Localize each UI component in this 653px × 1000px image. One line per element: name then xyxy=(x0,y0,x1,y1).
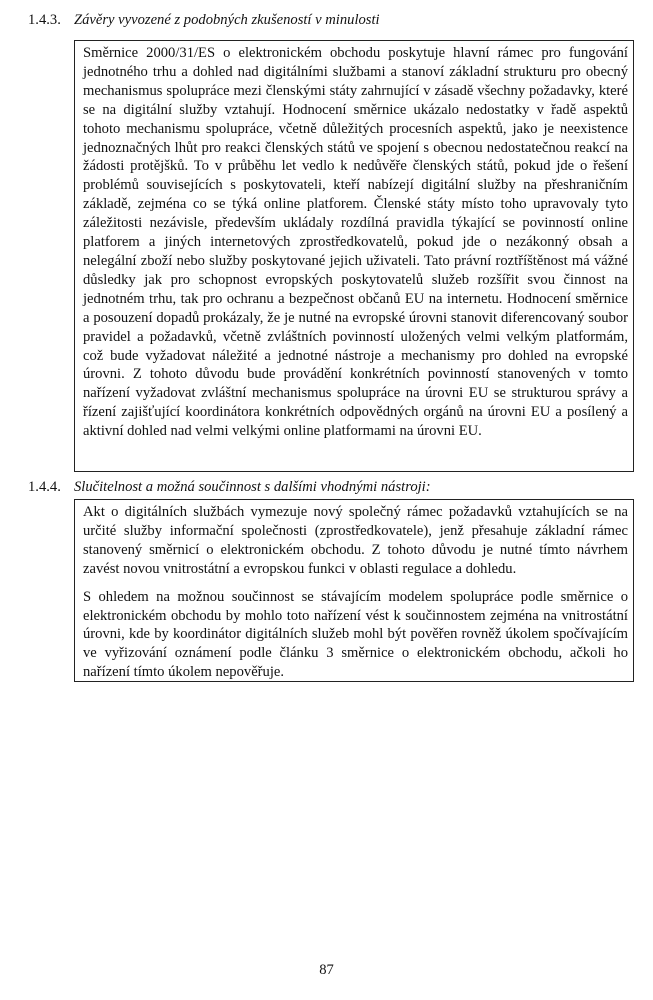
section-text-box-1-4-3 xyxy=(74,40,634,472)
paragraph: Směrnice 2000/31/ES o elektronickém obchodu poskytuje hlavní rámec pro fungování jednotného trhu a dohled nad digitálními službami a stanoví základní strukturu pro obecný mechanismus spolupráce mezi členskými státy zahrnující v zásadě všechny požadavky, které se na digitální služby vztahují. Hodnocení směrnice ukázalo nedostatky v řadě aspektů tohoto mechanismu spolupráce, včetně důležitých procesních aspektů, jako je neexistence jednoznačných lhůt pro reakci členských států ve spojení s obecnou nedostatečnou reakcí na žádosti protějšků. To v průběhu let vedlo k nedůvěře členských států, pokud jde o řešení problémů souvisejících s poskytovateli, kteří nabízejí digitální služby na přeshraničním základě, zejména co se týká online platforem. Členské státy místo toho upravovaly tyto záležitosti nezávisle, především ukládaly rozdílná pravidla týkající se povinností online platforem a jiných internetových zprostředkovatelů, pokud jde o nezákonný obsah a nelegální zboží nebo služby poskytované jejich uživateli. Tato právní roztříštěnost má vážné důsledky jak pro schopnost evropských poskytovatelů služeb rozšířit svou činnost na jednotném trhu, tak pro ochranu a bezpečnost občanů EU na internetu. Hodnocení směrnice a posouzení dopadů prokázaly, že je nutné na evropské úrovni stanovit diferencovaný soubor pravidel a požadavků, včetně zvláštních povinností uložených velmi velkým platformám, což bude vyžadovat náležité a jednotné nástroje a mechanismy pro dohled na evropské úrovni. Z tohoto důvodu bude provádění konkrétních povinností stanovených v tomto nařízení vyžadovat zvláštní mechanismus spolupráce na úrovni EU se strukturou správy a řízení zajišťující koordinátora konkrétních odpovědných orgánů na úrovni EU a posílený a aktivní dohled nad velmi velkými online platformami na úrovni EU. xyxy=(83,45,628,440)
section-heading-1-4-4 xyxy=(28,478,431,496)
section-number: 1.4.3. xyxy=(28,12,61,28)
paragraph: Akt o digitálních službách vymezuje nový společný rámec požadavků vztahujících se na určité služby informační společnosti (zprostředkovatele), jenž přesahuje základní rámec stanovený směrnicí o elektronickém obchodu. Z tohoto důvodu je nutné tímto návrhem zavést novou vnitrostátní a evropskou funkci v oblasti regulace a dohledu. xyxy=(83,504,628,577)
section-title: Slučitelnost a možná součinnost s dalšími vhodnými nástroji: xyxy=(74,479,431,495)
section-text-box-1-4-4 xyxy=(74,499,634,682)
section-heading-1-4-3 xyxy=(28,11,380,29)
section-number: 1.4.4. xyxy=(28,479,61,495)
paragraph: S ohledem na možnou součinnost se stávajícím modelem spolupráce podle směrnice o elektronickém obchodu by mohlo toto nařízení vést k součinnostem zejména na vnitrostátní úrovni, kde by koordinátor digitálních služeb mohl být pověřen rovněž úkolem spočívajícím ve vyřizování oznámení podle článku 3 směrnice o elektronickém obchodu, ačkoli ho nařízení tímto úkolem nepověřuje. xyxy=(83,588,628,681)
page-number: 87 xyxy=(319,962,334,978)
section-title: Závěry vyvozené z podobných zkušeností v minulosti xyxy=(74,12,380,28)
